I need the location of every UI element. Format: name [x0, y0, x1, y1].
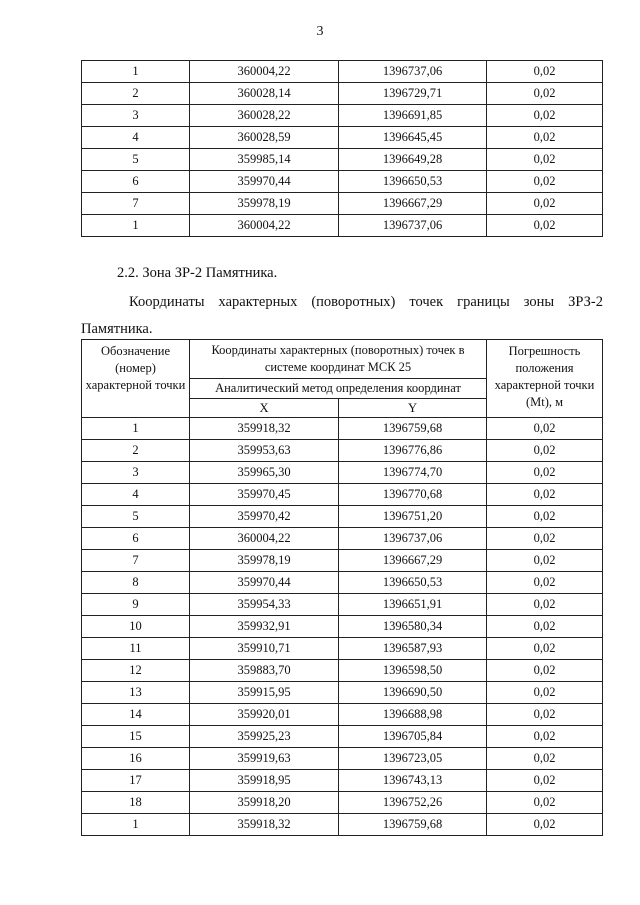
x-coordinate-cell: 359965,30 — [190, 462, 339, 484]
x-coordinate-cell: 359918,95 — [190, 770, 339, 792]
y-coordinate-cell: 1396759,68 — [339, 418, 487, 440]
y-coordinate-cell: 1396580,34 — [339, 616, 487, 638]
error-cell: 0,02 — [487, 660, 603, 682]
point-number-cell: 3 — [82, 462, 190, 484]
x-coordinate-cell: 359883,70 — [190, 660, 339, 682]
y-coordinate-cell: 1396759,68 — [339, 814, 487, 836]
point-number-cell: 4 — [82, 127, 190, 149]
x-coordinate-cell: 359919,63 — [190, 748, 339, 770]
y-coordinate-cell: 1396691,85 — [339, 105, 487, 127]
x-coordinate-cell: 359970,44 — [190, 572, 339, 594]
error-cell: 0,02 — [487, 462, 603, 484]
x-coordinate-cell: 360004,22 — [190, 215, 339, 237]
x-coordinate-cell: 359925,23 — [190, 726, 339, 748]
table-row — [82, 171, 603, 193]
error-cell: 0,02 — [487, 704, 603, 726]
table-row — [82, 418, 603, 440]
error-cell: 0,02 — [487, 193, 603, 215]
error-cell: 0,02 — [487, 149, 603, 171]
x-coordinate-cell: 359910,71 — [190, 638, 339, 660]
error-cell: 0,02 — [487, 528, 603, 550]
table-row — [82, 792, 603, 814]
table-row — [82, 616, 603, 638]
point-number-cell: 14 — [82, 704, 190, 726]
x-coordinate-cell: 359970,45 — [190, 484, 339, 506]
x-coordinate-cell: 359918,20 — [190, 792, 339, 814]
error-cell: 0,02 — [487, 726, 603, 748]
y-coordinate-cell: 1396650,53 — [339, 171, 487, 193]
point-number-cell: 7 — [82, 193, 190, 215]
error-cell: 0,02 — [487, 127, 603, 149]
coordinates-table-continued — [81, 60, 603, 237]
point-number-cell: 10 — [82, 616, 190, 638]
y-coordinate-cell: 1396737,06 — [339, 528, 487, 550]
error-cell: 0,02 — [487, 61, 603, 83]
table-body — [82, 61, 603, 237]
y-coordinate-cell: 1396598,50 — [339, 660, 487, 682]
point-number-cell: 8 — [82, 572, 190, 594]
error-cell: 0,02 — [487, 748, 603, 770]
error-cell: 0,02 — [487, 594, 603, 616]
table-row — [82, 484, 603, 506]
point-number-cell: 18 — [82, 792, 190, 814]
table-row — [82, 726, 603, 748]
x-coordinate-cell: 360004,22 — [190, 528, 339, 550]
point-number-cell: 17 — [82, 770, 190, 792]
table-row — [82, 149, 603, 171]
x-coordinate-cell: 360028,59 — [190, 127, 339, 149]
table-row — [82, 814, 603, 836]
x-coordinate-cell: 359985,14 — [190, 149, 339, 171]
y-coordinate-cell: 1396587,93 — [339, 638, 487, 660]
error-cell: 0,02 — [487, 506, 603, 528]
point-number-cell: 5 — [82, 506, 190, 528]
y-coordinate-cell: 1396688,98 — [339, 704, 487, 726]
x-coordinate-cell: 359915,95 — [190, 682, 339, 704]
point-number-cell: 1 — [82, 814, 190, 836]
table-row — [82, 638, 603, 660]
y-coordinate-cell: 1396667,29 — [339, 550, 487, 572]
coordinates-table-zrz2 — [81, 339, 603, 836]
error-cell: 0,02 — [487, 682, 603, 704]
error-cell: 0,02 — [487, 215, 603, 237]
x-coordinate-cell: 359970,44 — [190, 171, 339, 193]
y-coordinate-cell: 1396751,20 — [339, 506, 487, 528]
y-coordinate-cell: 1396705,84 — [339, 726, 487, 748]
y-coordinate-cell: 1396723,05 — [339, 748, 487, 770]
error-cell: 0,02 — [487, 638, 603, 660]
y-coordinate-cell: 1396752,26 — [339, 792, 487, 814]
x-coordinate-cell: 359978,19 — [190, 193, 339, 215]
header-error: Погрешность положения характерной точки (Mt), м — [487, 340, 603, 418]
y-coordinate-cell: 1396650,53 — [339, 572, 487, 594]
point-number-cell: 2 — [82, 440, 190, 462]
section-heading: 2.2. Зона ЗР-2 Памятника. — [117, 265, 278, 281]
error-cell: 0,02 — [487, 770, 603, 792]
table-row — [82, 660, 603, 682]
y-coordinate-cell: 1396645,45 — [339, 127, 487, 149]
y-coordinate-cell: 1396743,13 — [339, 770, 487, 792]
error-cell: 0,02 — [487, 83, 603, 105]
table-row — [82, 61, 603, 83]
table-row — [82, 127, 603, 149]
error-cell: 0,02 — [487, 440, 603, 462]
table-row — [82, 748, 603, 770]
x-coordinate-cell: 360004,22 — [190, 61, 339, 83]
table-row — [82, 83, 603, 105]
page-number: 3 — [316, 24, 324, 39]
point-number-cell: 3 — [82, 105, 190, 127]
point-number-cell: 1 — [82, 61, 190, 83]
table-row — [82, 440, 603, 462]
table-row — [82, 506, 603, 528]
table-row — [82, 550, 603, 572]
table-row — [82, 215, 603, 237]
point-number-cell: 13 — [82, 682, 190, 704]
table-row — [82, 193, 603, 215]
point-number-cell: 6 — [82, 171, 190, 193]
table-row — [82, 594, 603, 616]
header-method: Аналитический метод определения координат — [190, 379, 487, 399]
point-number-cell: 1 — [82, 418, 190, 440]
point-number-cell: 11 — [82, 638, 190, 660]
y-coordinate-cell: 1396770,68 — [339, 484, 487, 506]
point-number-cell: 2 — [82, 83, 190, 105]
table-row — [82, 704, 603, 726]
table-row — [82, 528, 603, 550]
y-coordinate-cell: 1396667,29 — [339, 193, 487, 215]
error-cell: 0,02 — [487, 792, 603, 814]
header-coordinate-system: Координаты характерных (поворотных) точек в системе координат МСК 25 — [190, 340, 487, 379]
point-number-cell: 9 — [82, 594, 190, 616]
error-cell: 0,02 — [487, 418, 603, 440]
point-number-cell: 1 — [82, 215, 190, 237]
header-point-id: Обозначение (номер) характерной точки — [82, 340, 190, 418]
point-number-cell: 15 — [82, 726, 190, 748]
header-x: X — [190, 399, 339, 418]
table-row — [82, 572, 603, 594]
table-row — [82, 105, 603, 127]
error-cell: 0,02 — [487, 572, 603, 594]
x-coordinate-cell: 360028,22 — [190, 105, 339, 127]
x-coordinate-cell: 359920,01 — [190, 704, 339, 726]
point-number-cell: 6 — [82, 528, 190, 550]
x-coordinate-cell: 359918,32 — [190, 418, 339, 440]
y-coordinate-cell: 1396737,06 — [339, 215, 487, 237]
header-y: Y — [339, 399, 487, 418]
y-coordinate-cell: 1396737,06 — [339, 61, 487, 83]
y-coordinate-cell: 1396776,86 — [339, 440, 487, 462]
y-coordinate-cell: 1396651,91 — [339, 594, 487, 616]
table-row — [82, 682, 603, 704]
section-paragraph: Координаты характерных (поворотных) точек границы зоны ЗРЗ-2 Памятника. — [81, 294, 603, 337]
table-header — [82, 340, 603, 418]
x-coordinate-cell: 360028,14 — [190, 83, 339, 105]
y-coordinate-cell: 1396649,28 — [339, 149, 487, 171]
point-number-cell: 12 — [82, 660, 190, 682]
y-coordinate-cell: 1396729,71 — [339, 83, 487, 105]
point-number-cell: 7 — [82, 550, 190, 572]
point-number-cell: 16 — [82, 748, 190, 770]
point-number-cell: 5 — [82, 149, 190, 171]
x-coordinate-cell: 359978,19 — [190, 550, 339, 572]
table-row — [82, 770, 603, 792]
error-cell: 0,02 — [487, 550, 603, 572]
x-coordinate-cell: 359954,33 — [190, 594, 339, 616]
table-body — [82, 418, 603, 836]
y-coordinate-cell: 1396774,70 — [339, 462, 487, 484]
x-coordinate-cell: 359918,32 — [190, 814, 339, 836]
x-coordinate-cell: 359970,42 — [190, 506, 339, 528]
error-cell: 0,02 — [487, 814, 603, 836]
x-coordinate-cell: 359953,63 — [190, 440, 339, 462]
point-number-cell: 4 — [82, 484, 190, 506]
error-cell: 0,02 — [487, 171, 603, 193]
table-row — [82, 462, 603, 484]
y-coordinate-cell: 1396690,50 — [339, 682, 487, 704]
error-cell: 0,02 — [487, 484, 603, 506]
error-cell: 0,02 — [487, 616, 603, 638]
x-coordinate-cell: 359932,91 — [190, 616, 339, 638]
error-cell: 0,02 — [487, 105, 603, 127]
